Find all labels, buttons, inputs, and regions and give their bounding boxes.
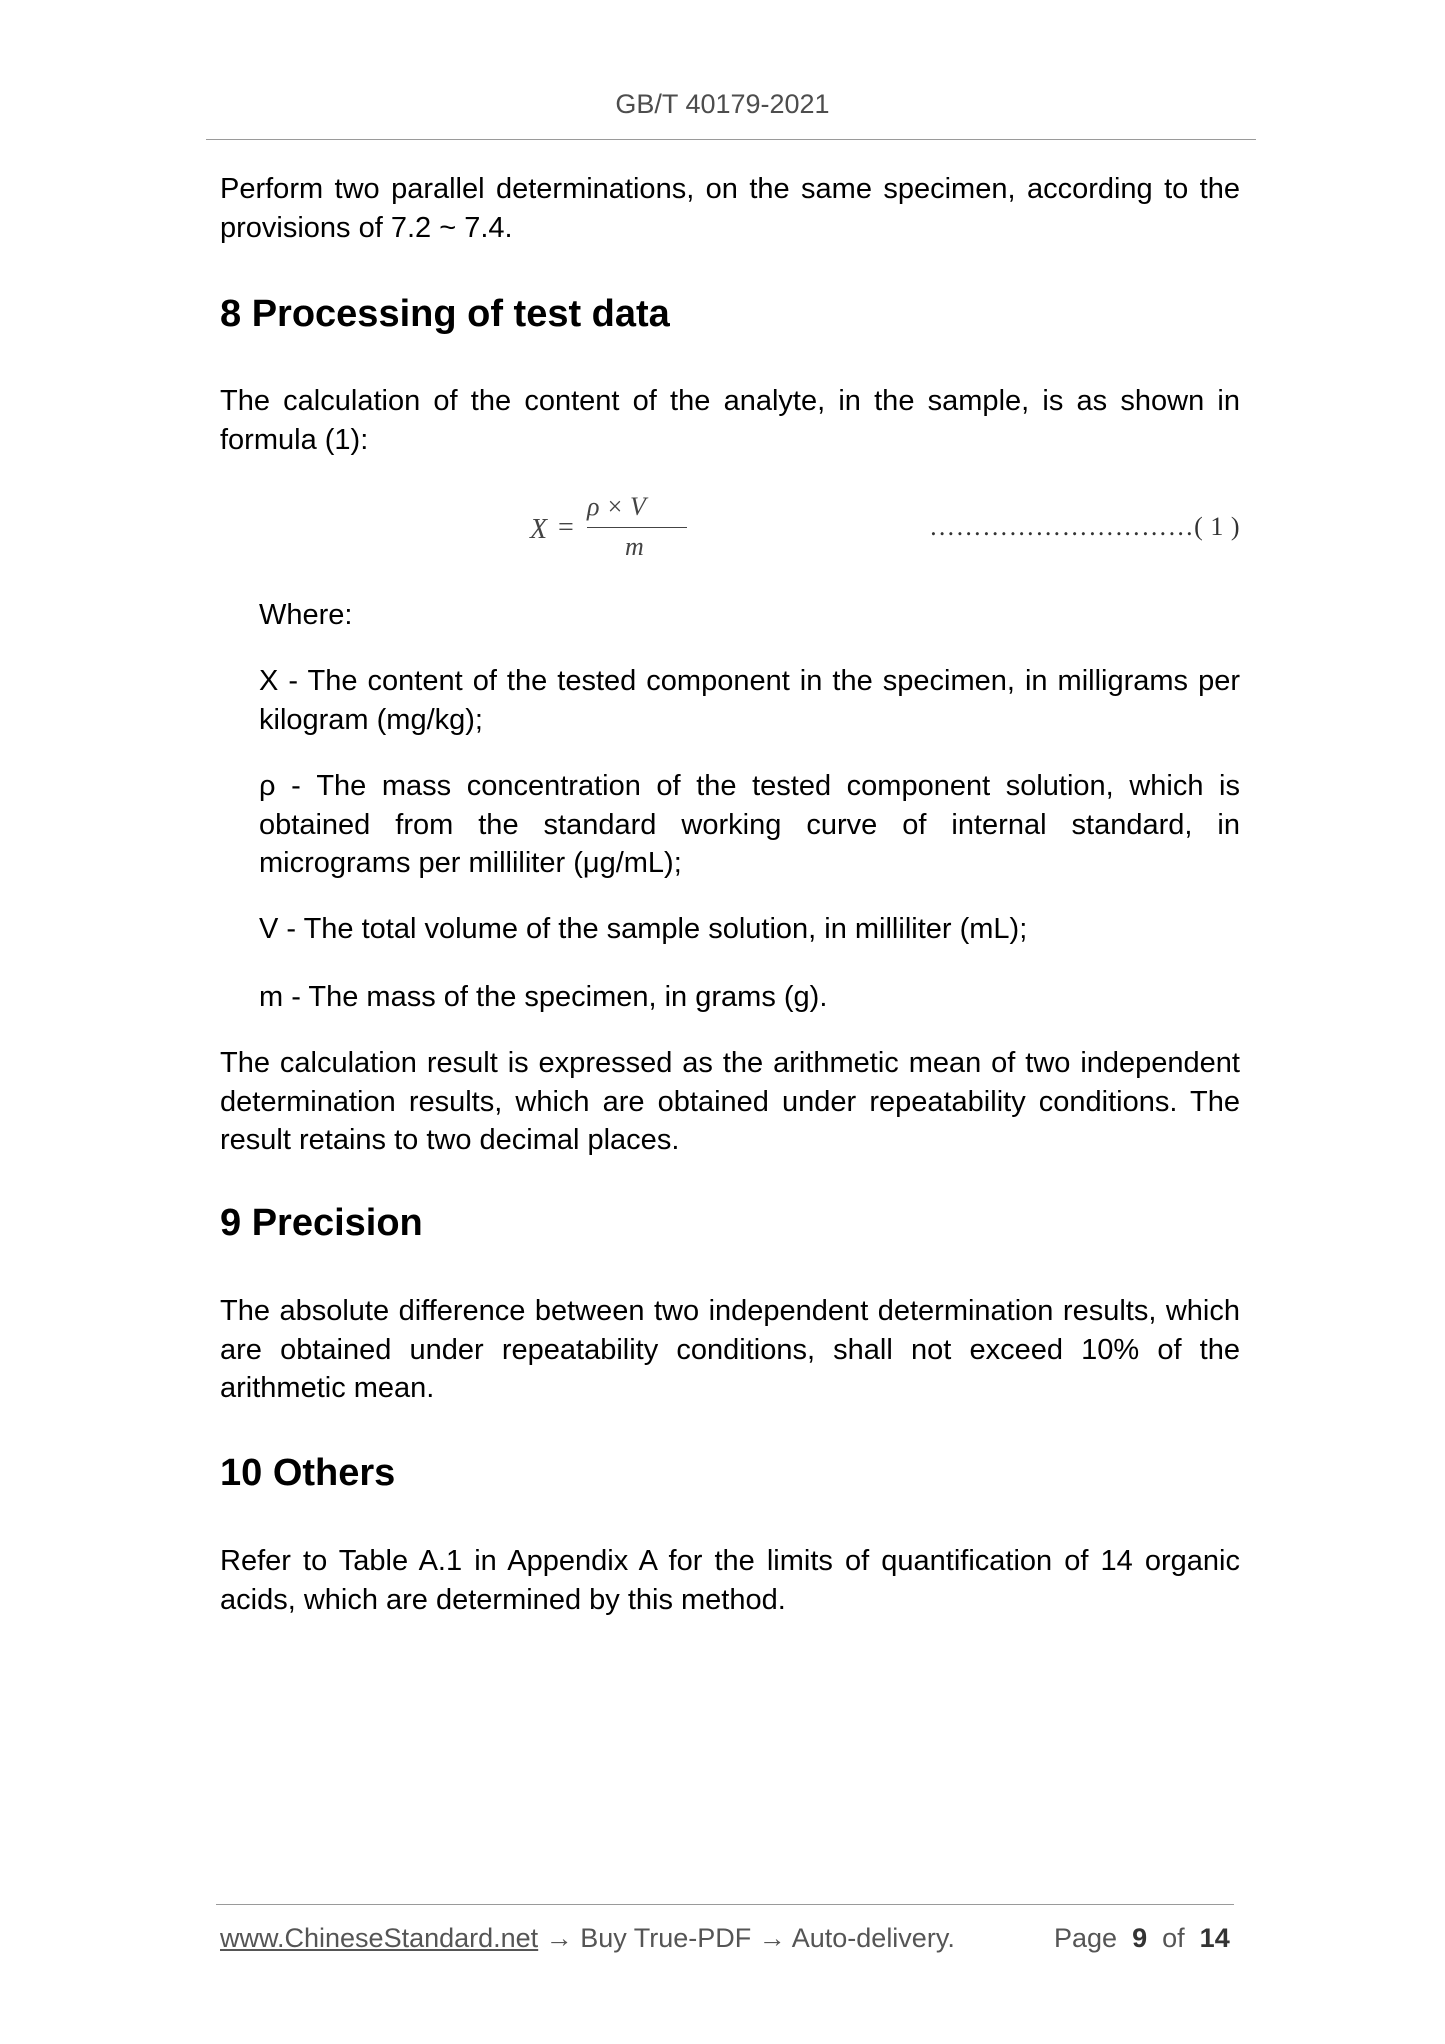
footer-divider <box>216 1904 1234 1905</box>
formula-fraction-bar <box>587 527 687 528</box>
page-of: of <box>1162 1923 1185 1953</box>
page-current: 9 <box>1132 1923 1148 1953</box>
website-link[interactable]: www.ChineseStandard.net <box>220 1923 539 1953</box>
formula-denominator: m <box>625 532 644 561</box>
definition-v: V - The total volume of the sample solution, in milliliter (mL); <box>259 913 1028 945</box>
document-code-header: GB/T 40179-2021 <box>615 89 830 119</box>
section-10-paragraph: Refer to Table A.1 in Appendix A for the limits of quantification of 14 organic acids, which are determined by this method. <box>220 1545 1240 1616</box>
section-8-intro: The calculation of the content of the analyte, in the sample, is as shown in formula (1): <box>220 385 1240 456</box>
footer-promo <box>220 1922 955 1954</box>
formula-number: …………………………( 1 ) <box>929 512 1240 541</box>
footer-tagline: → Buy True-PDF → Auto-delivery. <box>538 1923 955 1953</box>
formula-equals: = <box>558 512 574 543</box>
definition-rho: ρ - The mass concentration of the tested component solution, which is obtained from the standard working curve of internal standard, in micrograms per milliliter (μg/mL); <box>259 770 1240 879</box>
page-total: 14 <box>1199 1923 1230 1953</box>
section-9-paragraph: The absolute difference between two independent determination results, which are obtained under repeatability conditions, shall not exceed 10% of the arithmetic mean. <box>220 1295 1240 1404</box>
result-paragraph: The calculation result is expressed as the arithmetic mean of two independent determination results, which are obtained under repeatability conditions. The result retains to two decimal places. <box>220 1047 1240 1156</box>
header-divider <box>206 139 1256 140</box>
where-label: Where: <box>259 599 353 631</box>
intro-paragraph: Perform two parallel determinations, on the same specimen, according to the provisions of 7.2 ~ 7.4. <box>220 173 1240 244</box>
formula-numerator: ρ × V <box>587 492 646 521</box>
formula-1 <box>525 492 675 572</box>
page-label: Page <box>1054 1923 1118 1953</box>
formula-lhs: X <box>530 514 548 545</box>
section-9-heading: 9 Precision <box>220 1202 423 1244</box>
page-indicator <box>1054 1922 1230 1954</box>
section-10-heading: 10 Others <box>220 1452 396 1494</box>
definition-x: X - The content of the tested component in the specimen, in milligrams per kilogram (mg/kg); <box>259 665 1240 736</box>
definition-m: m - The mass of the specimen, in grams (g). <box>259 981 828 1013</box>
section-8-heading: 8 Processing of test data <box>220 293 670 335</box>
